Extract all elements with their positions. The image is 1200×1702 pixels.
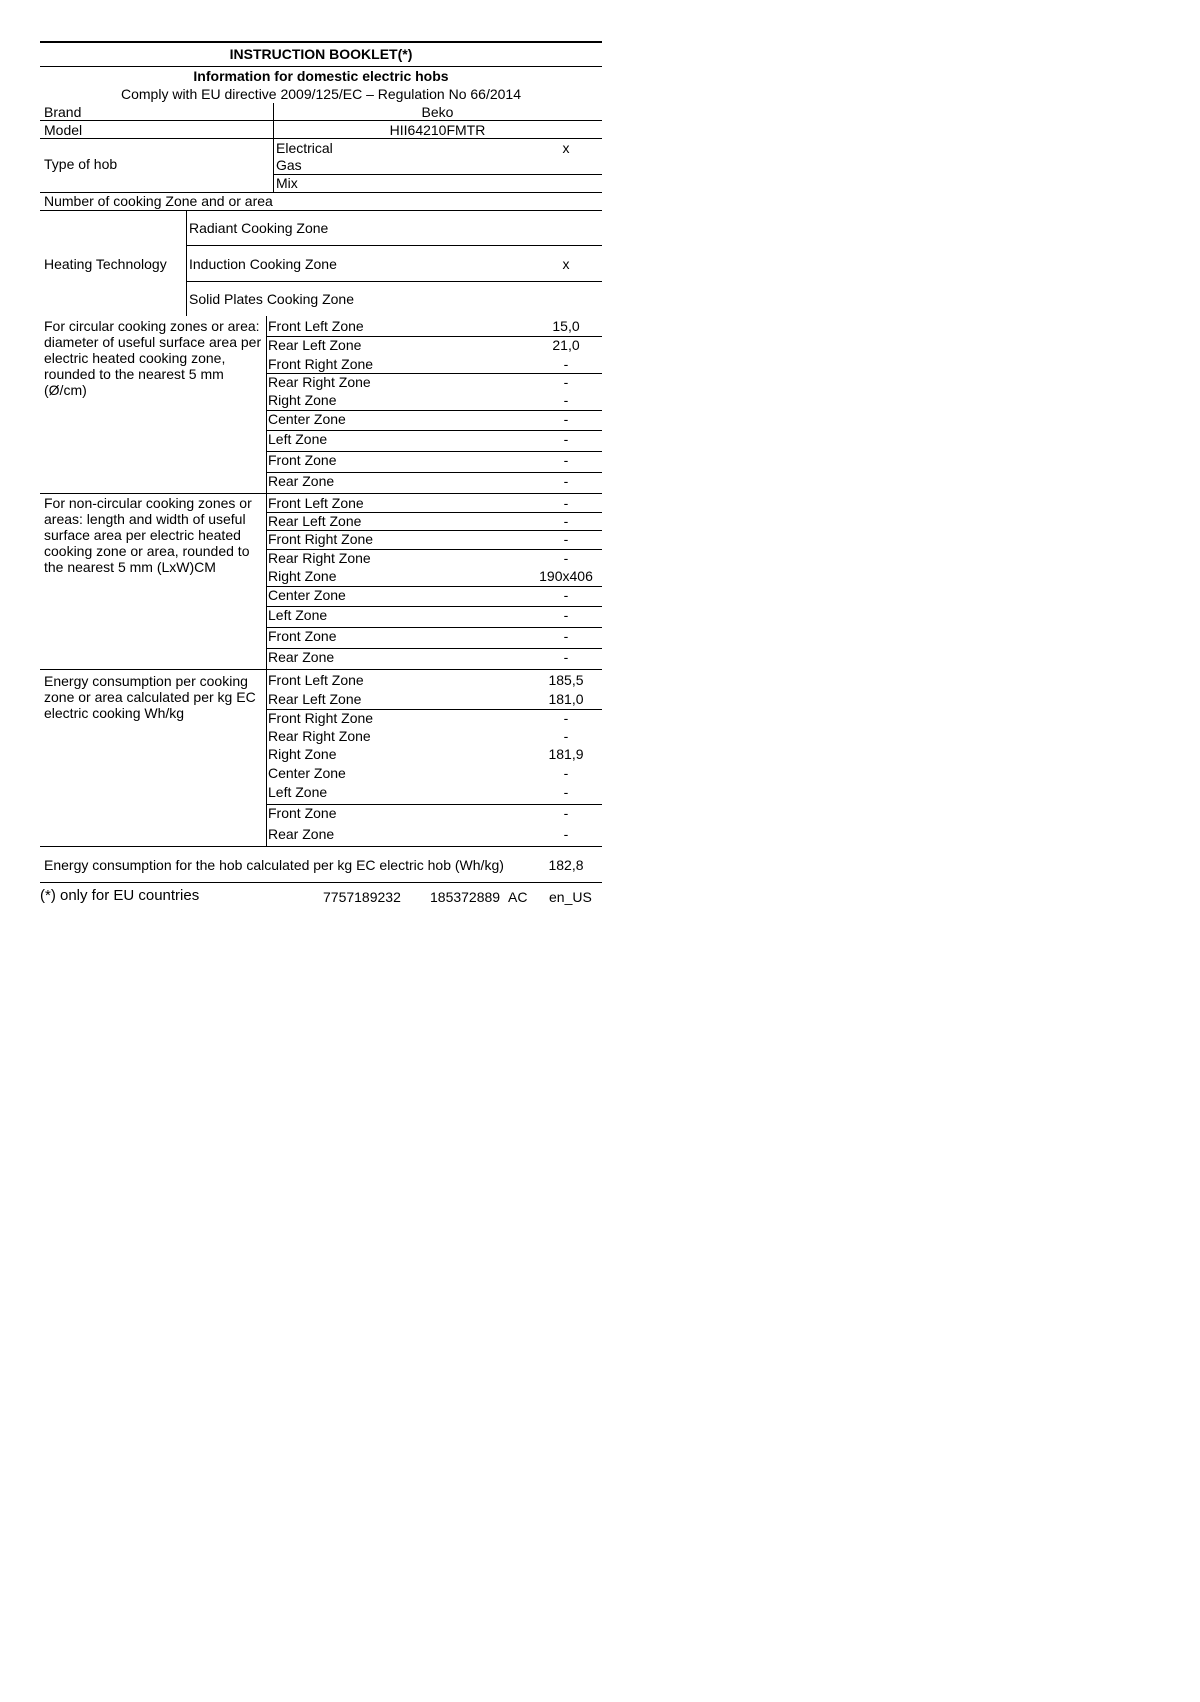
circular-bottom-rule: [40, 493, 602, 494]
circular-zone-label: Rear Left Zone: [268, 337, 362, 353]
compliance-text: Comply with EU directive 2009/125/EC – Regulation No 66/2014: [120, 86, 521, 102]
noncircular-zone-label: Rear Zone: [268, 649, 335, 665]
energy-zone-label: Front Zone: [268, 805, 337, 821]
noncircular-zone-label: Front Left Zone: [268, 495, 364, 511]
footer-code-2: 185372889: [430, 889, 501, 905]
brand-rule: [40, 120, 602, 121]
brand-label: Brand: [44, 104, 82, 120]
noncircular-zone-value: -: [563, 628, 569, 644]
noncircular-zone-label: Right Zone: [268, 568, 337, 584]
circular-zone-label: Rear Right Zone: [268, 374, 371, 390]
circular-zone-value: -: [563, 356, 569, 372]
circular-zone-label: Center Zone: [268, 411, 346, 427]
heating-radiant: Radiant Cooking Zone: [189, 220, 329, 236]
hob-type-label: Type of hob: [44, 156, 118, 172]
circular-zone-label: Front Zone: [268, 452, 337, 468]
model-rule: [40, 138, 602, 139]
zones-count-label: Number of cooking Zone and or area: [44, 193, 273, 209]
energy-zone-label: Right Zone: [268, 746, 337, 762]
circular-zone-value: 21,0: [552, 337, 580, 353]
noncircular-zone-value: -: [563, 513, 569, 529]
energy-zone-label: Rear Left Zone: [268, 691, 362, 707]
noncircular-bottom-rule: [40, 669, 602, 670]
model-value: HII64210FMTR: [389, 122, 486, 138]
circular-zone-value: -: [563, 452, 569, 468]
noncircular-zone-value: -: [563, 607, 569, 623]
energy-zone-value: 181,9: [548, 746, 584, 762]
energy-zone-label: Front Right Zone: [268, 710, 374, 726]
hob-type-gas: Gas: [276, 157, 302, 173]
footer-note: (*) only for EU countries: [40, 887, 200, 904]
noncircular-zone-label: Left Zone: [268, 607, 328, 623]
circular-zone-value: 15,0: [552, 318, 580, 334]
hob-type-mix: Mix: [276, 175, 298, 191]
noncircular-description: For non-circular cooking zones or areas: length and width of useful surface area per electric heated cooking zone or area, rounded to the nearest 5 mm (LxW)CM: [44, 495, 252, 575]
energy-zone-value: 181,0: [548, 691, 584, 707]
hob-type-electrical: Electrical: [276, 140, 333, 156]
energy-zone-value: -: [563, 728, 569, 744]
circular-zone-label: Left Zone: [268, 431, 328, 447]
hob-type-electrical-mark: x: [562, 140, 570, 156]
total-value: 182,8: [548, 857, 584, 873]
circular-divider: [266, 316, 267, 493]
circular-zone-value: -: [563, 374, 569, 390]
noncircular-zone-label: Center Zone: [268, 587, 346, 603]
circular-zone-value: -: [563, 473, 569, 489]
energy-zone-label: Center Zone: [268, 765, 346, 781]
energy-divider: [266, 669, 267, 846]
circular-zone-label: Front Left Zone: [268, 318, 364, 334]
circular-zone-value: -: [563, 392, 569, 408]
heating-rule-1: [186, 245, 602, 246]
energy-zone-value: -: [563, 805, 569, 821]
energy-zone-label: Rear Right Zone: [268, 728, 371, 744]
zones-count-rule: [40, 210, 602, 211]
noncircular-zone-label: Rear Right Zone: [268, 550, 371, 566]
heating-induction: Induction Cooking Zone: [189, 256, 337, 272]
footer-code-1: 7757189232: [323, 889, 401, 905]
noncircular-zone-value: -: [563, 587, 569, 603]
heating-solid: Solid Plates Cooking Zone: [189, 291, 354, 307]
booklet-title: INSTRUCTION BOOKLET(*): [229, 46, 413, 62]
energy-zone-value: -: [563, 765, 569, 781]
energy-description: Energy consumption per cooking zone or area calculated per kg EC electric cooking Wh/kg: [44, 673, 256, 721]
noncircular-zone-value: -: [563, 649, 569, 665]
energy-zone-value: -: [563, 826, 569, 842]
energy-zone-label: Rear Zone: [268, 826, 335, 842]
title-rule: [40, 66, 602, 67]
noncircular-zone-label: Rear Left Zone: [268, 513, 362, 529]
brand-value: Beko: [421, 104, 454, 120]
energy-zone-label: Front Left Zone: [268, 672, 364, 688]
heating-divider: [186, 210, 187, 316]
noncircular-zone-value: 190x406: [539, 568, 593, 584]
noncircular-zone-label: Front Zone: [268, 628, 337, 644]
circular-zone-label: Rear Zone: [268, 473, 335, 489]
circular-description: For circular cooking zones or area: diameter of useful surface area per electric heated cooking zone, rounded to the nearest 5 mm (Ø/cm): [44, 318, 262, 398]
energy-bottom-rule: [40, 846, 602, 847]
circular-zone-value: -: [563, 431, 569, 447]
model-label: Model: [44, 122, 83, 138]
energy-zone-value: -: [563, 784, 569, 800]
noncircular-zone-value: -: [563, 550, 569, 566]
top-rule: [40, 41, 602, 43]
heating-rule-2: [186, 281, 602, 282]
noncircular-zone-value: -: [563, 495, 569, 511]
circular-zone-label: Right Zone: [268, 392, 337, 408]
total-label: Energy consumption for the hob calculated per kg EC electric hob (Wh/kg): [44, 857, 504, 873]
noncircular-zone-value: -: [563, 531, 569, 547]
booklet-subtitle: Information for domestic electric hobs: [193, 68, 449, 84]
circular-zone-label: Front Right Zone: [268, 356, 374, 372]
total-rule: [40, 882, 602, 883]
heating-label: Heating Technology: [44, 256, 167, 272]
energy-zone-value: 185,5: [548, 672, 584, 688]
noncircular-zone-label: Front Right Zone: [268, 531, 374, 547]
energy-zone-value: -: [563, 710, 569, 726]
energy-zone-label: Left Zone: [268, 784, 328, 800]
footer-code-3: AC: [508, 889, 528, 905]
footer-locale: en_US: [549, 889, 592, 905]
noncircular-divider: [266, 493, 267, 669]
circular-zone-value: -: [563, 411, 569, 427]
heating-induction-mark: x: [562, 256, 570, 272]
gas-rule: [273, 174, 602, 175]
